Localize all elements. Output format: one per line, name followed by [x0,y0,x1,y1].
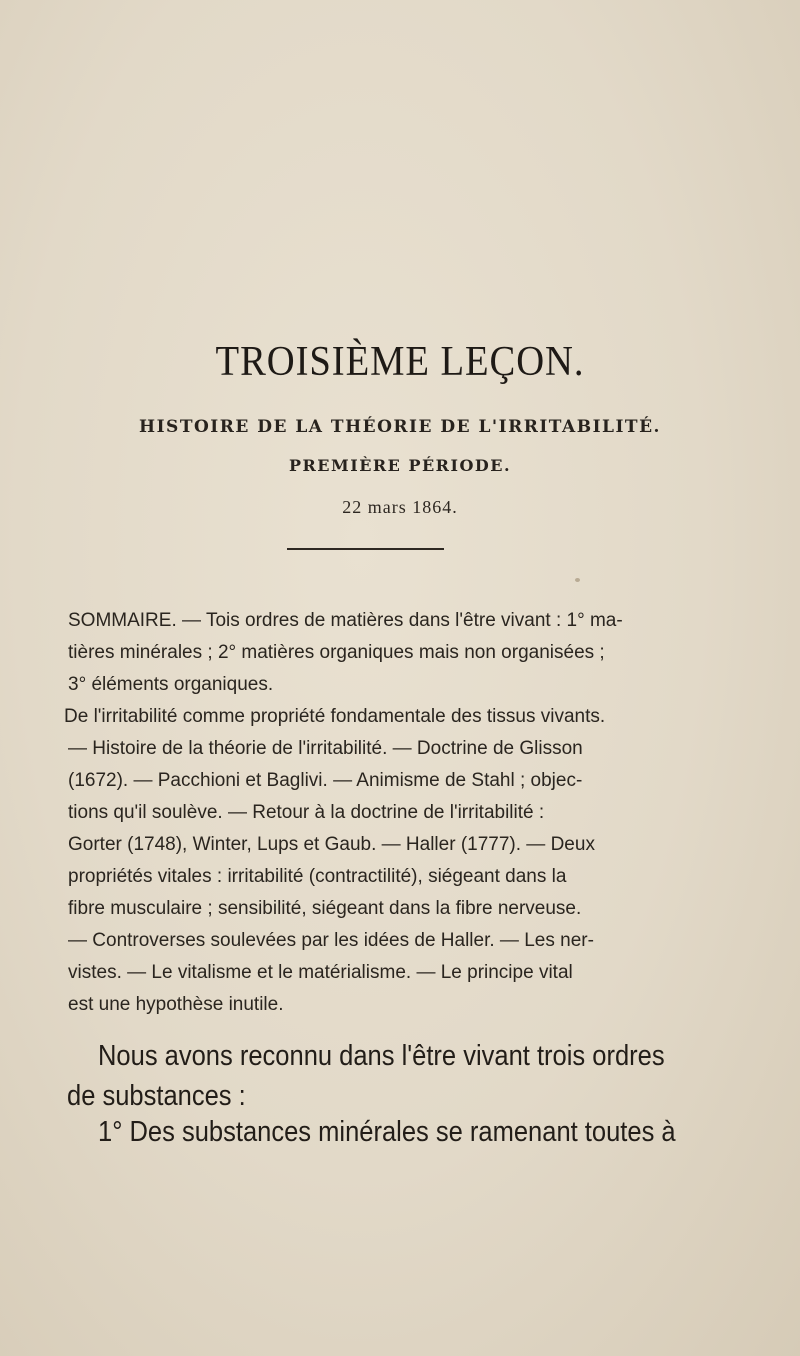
summary-line: — Histoire de la théorie de l'irritabilité. — Doctrine de Glisson [68,738,583,759]
summary-line: Gorter (1748), Winter, Lups et Gaub. — Haller (1777). — Deux [68,834,595,855]
summary-line: est une hypothèse inutile. [68,994,284,1015]
section-divider [287,548,444,550]
paper-speck [575,578,580,582]
summary-line: tières minérales ; 2° matières organiques mais non organisées ; [68,642,605,663]
summary-line: SOMMAIRE. — Tois ordres de matières dans l'être vivant : 1° ma- [68,610,623,631]
body-line: 1° Des substances minérales se ramenant toutes à [98,1116,676,1148]
summary-line: tions qu'il soulève. — Retour à la doctrine de l'irritabilité : [68,802,545,823]
lecture-date: 22 mars 1864. [342,497,458,517]
summary-line: — Controverses soulevées par les idées de Haller. — Les ner- [68,930,594,951]
summary-line: 3° éléments organiques. [68,674,274,695]
summary-line: propriétés vitales : irritabilité (contractilité), siégeant dans la [68,866,567,887]
period-subtitle: PREMIÈRE PÉRIODE. [288,456,512,475]
summary-line: vistes. — Le vitalisme et le matérialisme. — Le principe vital [68,962,573,983]
lecon-title: TROISIÈME LEÇON. [215,339,585,385]
summary-line: De l'irritabilité comme propriété fondamentale des tissus vivants. [64,706,606,727]
summary-line: (1672). — Pacchioni et Baglivi. — Animisme de Stahl ; objec- [68,770,583,791]
body-line: Nous avons reconnu dans l'être vivant trois ordres [98,1040,665,1072]
body-line: de substances : [67,1080,246,1112]
chapter-subtitle: HISTOIRE DE LA THÉORIE DE L'IRRITABILITÉ. [139,417,661,437]
summary-line: fibre musculaire ; sensibilité, siégeant dans la fibre nerveuse. [68,898,582,919]
